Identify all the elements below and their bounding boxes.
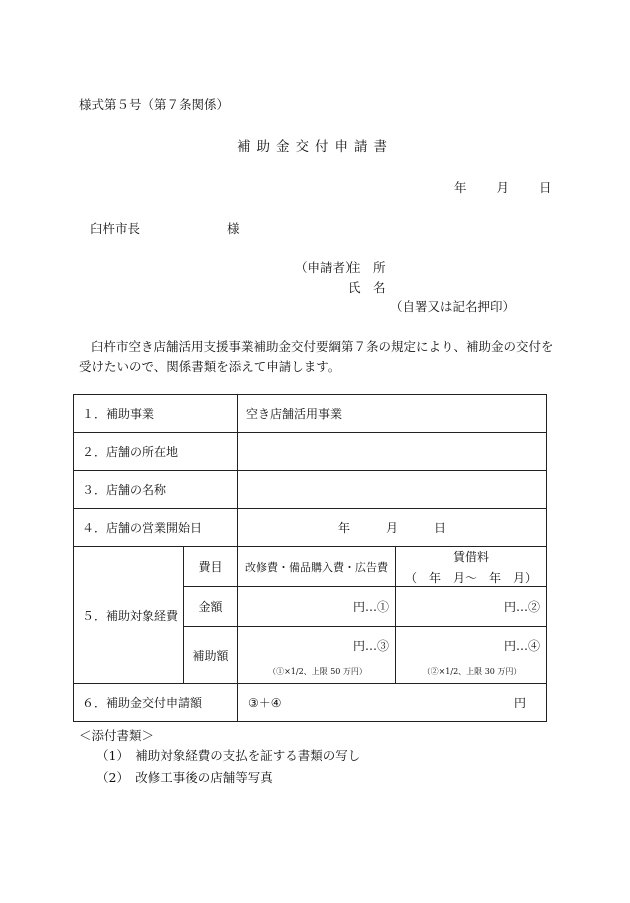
- store-location-label: ２．店舗の所在地: [74, 433, 238, 471]
- renovation-header: 改修費・備品購入費・広告費: [238, 547, 396, 587]
- subsidy-rent-value: 円…④: [504, 639, 541, 653]
- project-value[interactable]: 空き店舗活用事業: [238, 395, 547, 433]
- date-month: 月: [496, 180, 510, 195]
- page-title: 補助金交付申請書: [237, 139, 393, 155]
- applicant-address-label: 住 所: [348, 260, 386, 275]
- table-row: [74, 509, 547, 547]
- store-name-label: ３．店舗の名称: [74, 471, 238, 509]
- requested-amount-field[interactable]: [238, 684, 547, 722]
- eligible-expenses-label: ５．補助対象経費: [74, 547, 184, 684]
- requested-amount-label: ６．補助金交付申請額: [74, 684, 238, 722]
- expense-item-header: 費目: [184, 547, 238, 587]
- addressee: 臼杵市長: [90, 221, 141, 236]
- table-row: [74, 684, 547, 722]
- requested-amount-unit: 円: [514, 696, 527, 710]
- date-day: 日: [539, 180, 552, 195]
- applicant-name-label: 氏 名: [348, 280, 386, 295]
- opening-date-field[interactable]: 年 月 日: [238, 509, 547, 547]
- table-row: [74, 395, 547, 433]
- store-name-field[interactable]: [238, 471, 547, 509]
- rent-header-title: 賃借料: [453, 549, 490, 564]
- attachment-item: （2） 改修工事後の店舗等写真: [96, 770, 273, 785]
- store-location-field[interactable]: [238, 433, 547, 471]
- date-year: 年: [454, 180, 467, 195]
- signature-note: （自署又は記名押印）: [390, 299, 516, 314]
- application-table: [73, 394, 547, 722]
- rent-header-period[interactable]: （ 年 月～ 年 月）: [405, 570, 538, 585]
- rent-header: [396, 547, 547, 587]
- amount-rent-field[interactable]: 円…②: [396, 587, 547, 627]
- table-row: [74, 547, 547, 587]
- form-number: 様式第５号（第７条関係）: [79, 97, 230, 112]
- requested-amount-formula: ③＋④: [248, 696, 282, 710]
- subsidy-renovation-note: （①×1/2、上限 50 万円）: [268, 667, 367, 676]
- amount-label: 金額: [184, 587, 238, 627]
- date-line: [454, 178, 552, 196]
- subsidy-rent-note: （②×1/2、上限 30 万円）: [422, 667, 522, 676]
- attachment-item: （1） 補助対象経費の支払を証する書類の写し: [96, 748, 361, 763]
- opening-date-label: ４．店舗の営業開始日: [74, 509, 238, 547]
- table-row: [74, 471, 547, 509]
- subsidy-renovation-value: 円…③: [353, 639, 390, 653]
- subsidy-renovation-field[interactable]: [238, 627, 396, 684]
- table-row: [74, 433, 547, 471]
- application-statement: 臼杵市空き店舗活用支援事業補助金交付要綱第７条の規定により、補助金の交付を受けたいので、関係書類を添えて申請します。: [79, 339, 554, 374]
- subsidy-rent-field[interactable]: [396, 627, 547, 684]
- attachments-title: ＜添付書類＞: [79, 728, 155, 743]
- amount-renovation-field[interactable]: 円…①: [238, 587, 396, 627]
- subsidy-label: 補助額: [184, 627, 238, 684]
- honorific: 様: [227, 221, 240, 236]
- applicant-label: （申請者）: [295, 260, 358, 275]
- project-label: １．補助事業: [74, 395, 238, 433]
